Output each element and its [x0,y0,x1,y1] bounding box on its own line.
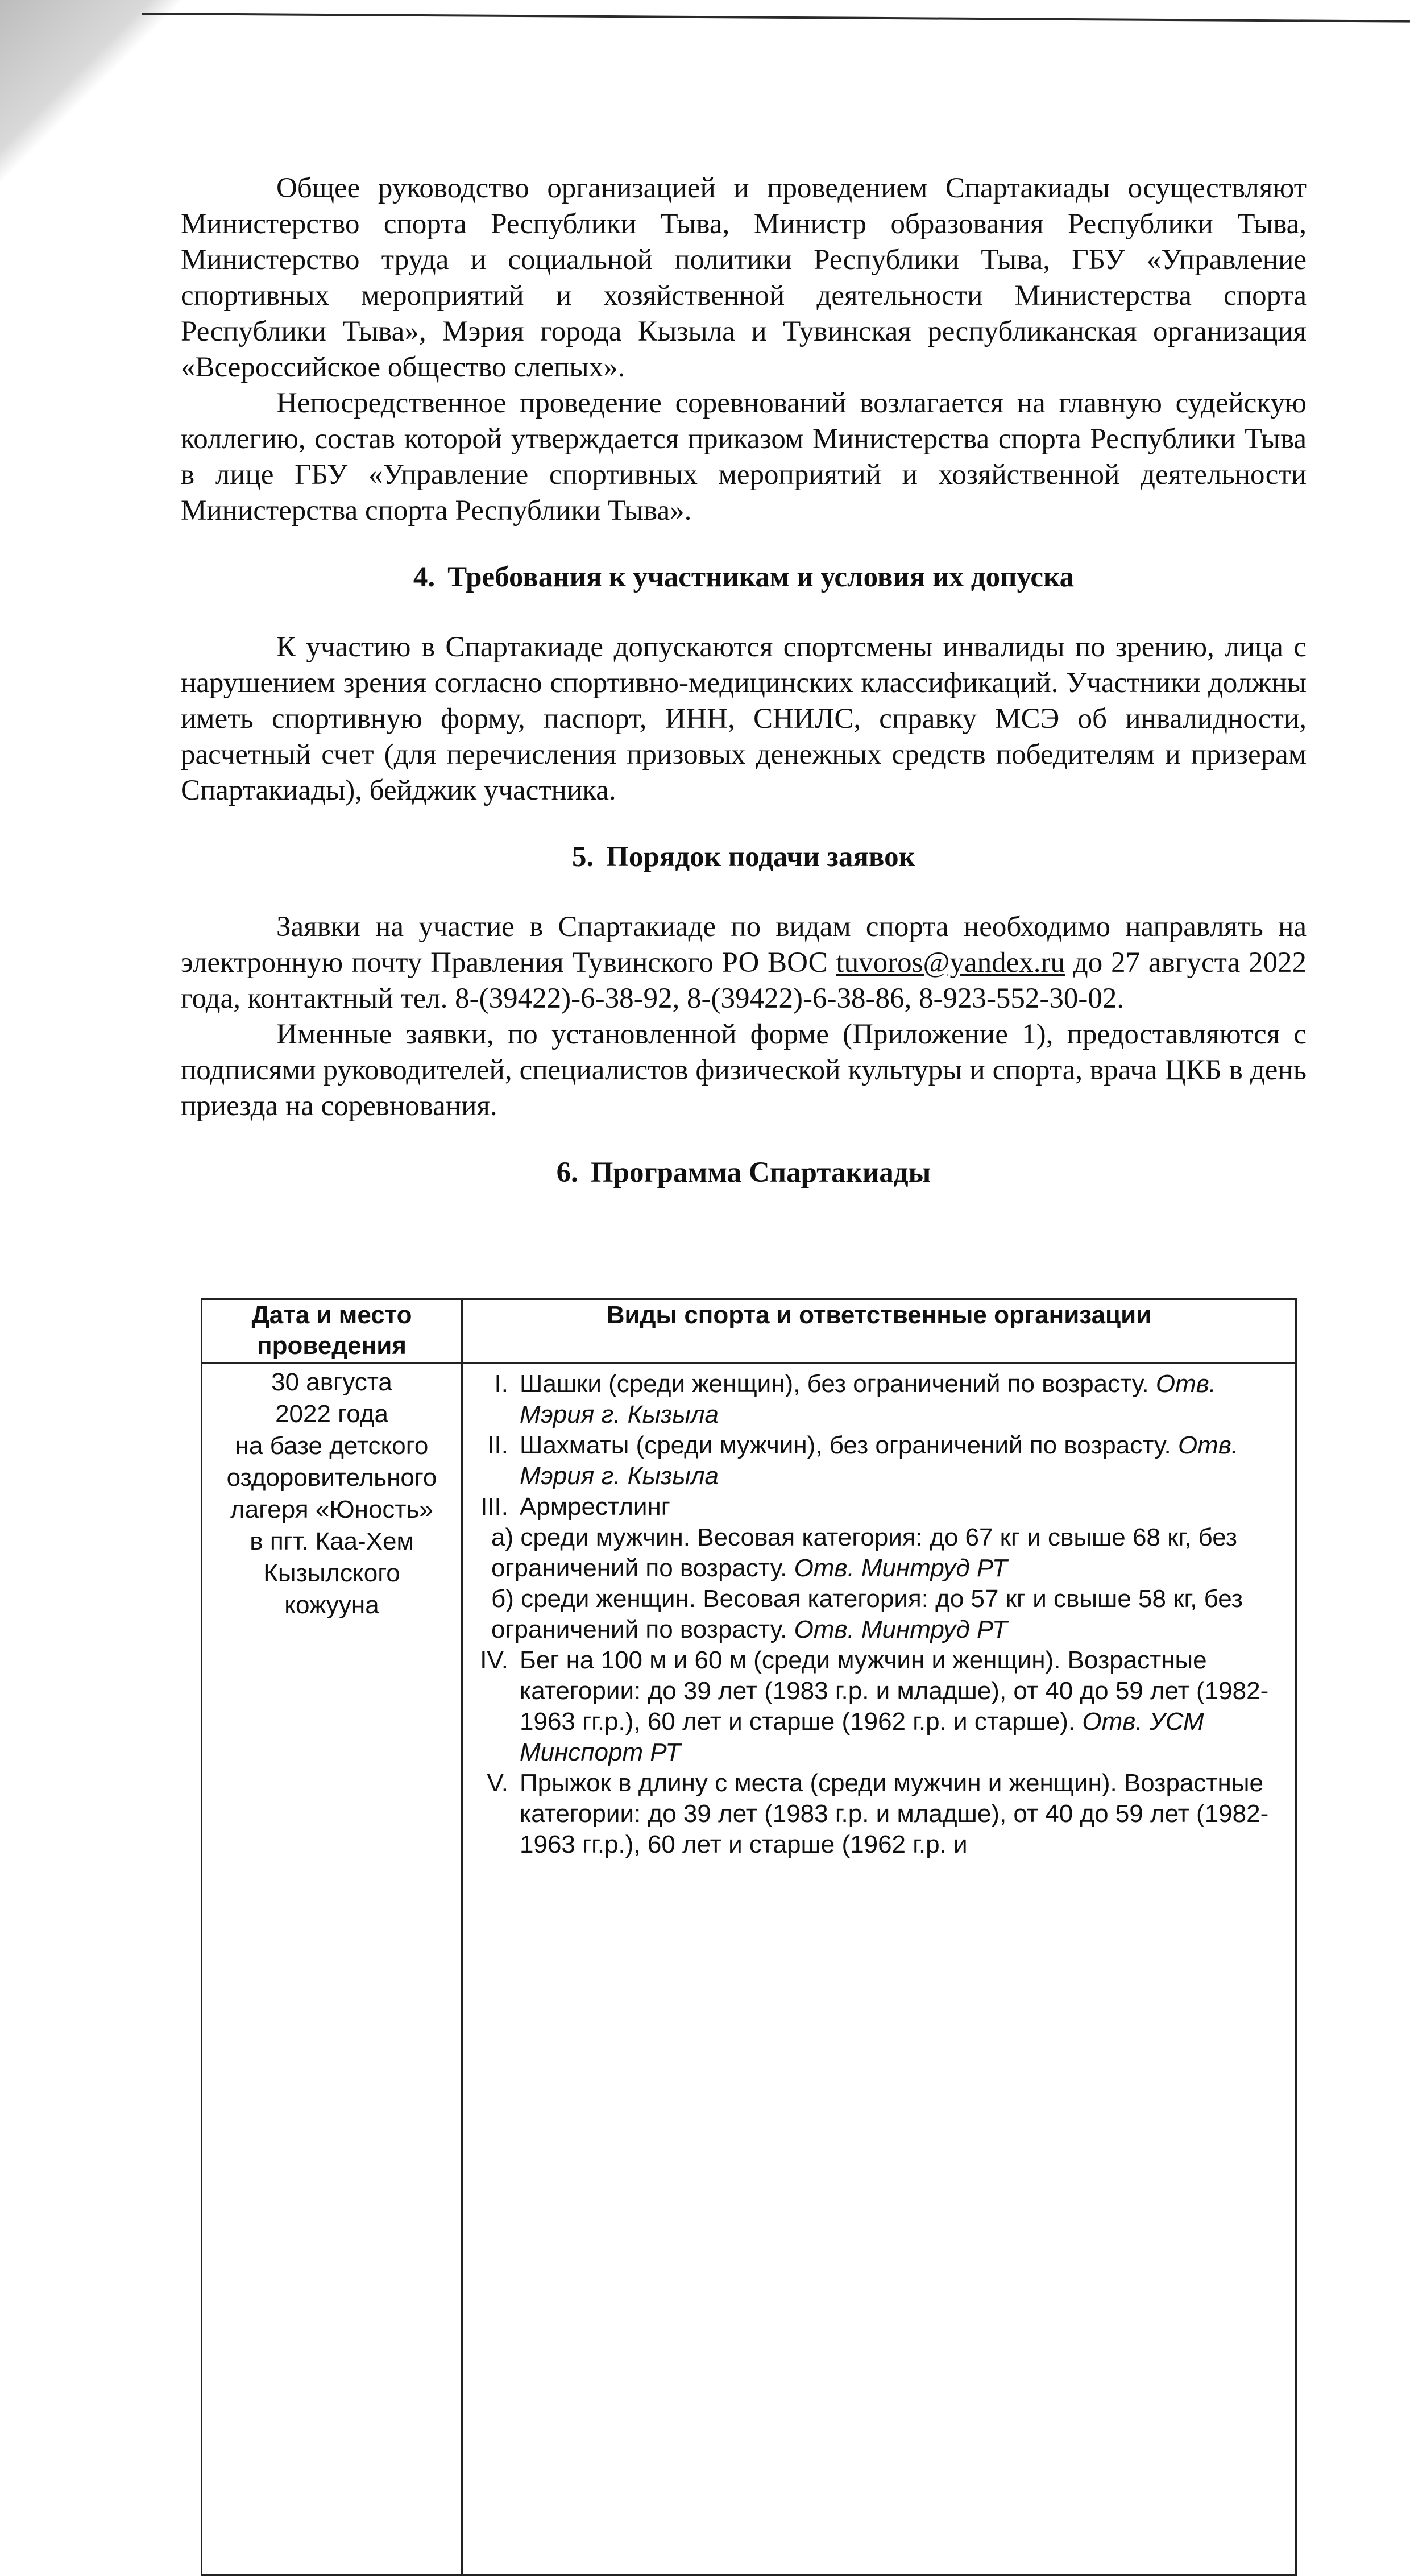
date-place-cell [202,1364,462,2575]
sports-cell [462,1364,1296,2575]
section-5-number: 5. [571,841,594,873]
section-4-number: 4. [413,561,436,593]
list-item [468,1369,1289,1430]
item-number: II. [487,1431,508,1459]
scan-page-edge [142,13,1410,23]
item-responsible: Отв. Минтруд РТ [794,1616,1007,1643]
item-number: V. [487,1769,508,1797]
table-header-row [202,1299,1296,1364]
scan-page-corner [0,0,188,188]
applications-text: Заявки на участие в Спартакиаде по видам спорта необходимо направлять на электронную почту Правления Тувинского РО ВОС [181,911,1307,979]
program-table [201,1298,1297,2576]
organization-paragraph: Общее руководство организацией и проведением Спартакиады осуществляют Министерство спорта Республики Тыва, Министр образования Республики Тыва, Министерство труда и социальной политики Республики Тыва, ГБУ «Управление спортивных мероприятий и хозяйственной деятельности Министерства спорта Республики Тыва», Мэрия города Кызыла и Тувинская республиканская организация «Всероссийское общество слепых». [181,172,1307,383]
list-item [468,1645,1289,1768]
judges-paragraph: Непосредственное проведение соревнований возлагается на главную судейскую коллегию, состав которой утверждается приказом Министерства спорта Республики Тыва в лице ГБУ «Управление спортивных мероприятий и хозяйственной деятельности Министерства спорта Республики Тыва». [181,387,1307,527]
item-responsible: Отв. Мэрия г. Кызыла [520,1431,1239,1490]
section-6-number: 6. [556,1157,578,1188]
table-row [202,1364,1296,2575]
section-6-title: Программа Спартакиады [590,1157,931,1188]
item-number: III. [480,1493,508,1521]
sports-list [463,1364,1295,1860]
place-line: оздоровительного [226,1464,437,1492]
item-text: Шахматы (среди мужчин), без ограничений по возрасту. [520,1431,1171,1459]
item-text: б) среди женщин. Весовая категория: до 57 кг и свыше 58 кг, без ограничений по возрасту. [491,1585,1243,1643]
item-text: Армрестлинг [520,1493,670,1521]
place-line: на базе детского [235,1432,429,1460]
place-line: в пгт. Каа-Хем [250,1527,414,1555]
item-text: Прыжок в длину с места (среди мужчин и женщин). Возрастные категории: до 39 лет (1983 г.р. и младше), от 40 до 59 лет (1982-1963 гг.р.), 60 лет и старше (1962 г.р. и [520,1769,1269,1858]
section-4-heading [181,560,1307,595]
item-responsible: Отв. УСМ Минспорт РТ [520,1708,1204,1766]
applications-paragraph [181,909,1307,1017]
item-number: I. [494,1370,508,1398]
place-line: Кызылского [263,1559,400,1587]
section-5-title: Порядок подачи заявок [606,841,916,873]
applications-deadline: до 27 августа 2022 года, контактный тел. 8-(39422)-6-38-92, 8-(39422)-6-38-86, 8-923-552-30-02. [181,947,1307,1014]
item-text: Бег на 100 м и 60 м (среди мужчин и женщин). Возрастные категории: до 39 лет (1983 г.р. и младше), от 40 до 59 лет (1982-1963 гг.р.), 60 лет и старше (1962 г.р. и старше). [520,1646,1269,1736]
section-5-heading [181,839,1307,875]
named-applications-paragraph: Именные заявки, по установленной форме (Приложение 1), предоставляются с подписями руководителей, специалистов физической культуры и спорта, врача ЦКБ в день приезда на соревнования. [181,1018,1307,1122]
place-line: кожууна [284,1591,379,1619]
item-responsible: Отв. Мэрия г. Кызыла [520,1370,1216,1428]
list-subitem [468,1584,1289,1645]
item-number: IV. [480,1646,508,1674]
header-sports: Виды спорта и ответственные организации [462,1299,1296,1364]
section-6-heading [181,1155,1307,1191]
item-text: Шашки (среди женщин), без ограничений по возрасту. [520,1370,1149,1398]
header-date-place: Дата и место проведения [202,1299,462,1364]
participants-paragraph: К участию в Спартакиаде допускаются спортсмены инвалиды по зрению, лица с нарушением зрения согласно спортивно-медицинских классификаций. Участники должны иметь спортивную форму, паспорт, ИНН, СНИЛС, справку МСЭ об инвалидности, расчетный счет (для перечисления призовых денежных средств победителям и призерам Спартакиады), бейджик участника. [181,631,1307,806]
email-link[interactable]: tuvoros@yandex.ru [836,947,1065,979]
list-subitem [468,1522,1289,1584]
document-page [181,171,1307,1191]
date-line: 30 августа [271,1368,392,1396]
list-item [468,1492,1289,1522]
item-text: а) среди мужчин. Весовая категория: до 67 кг и свыше 68 кг, без ограничений по возрасту. [491,1523,1237,1582]
date-line: 2022 года [275,1400,388,1428]
item-responsible: Отв. Минтруд РТ [794,1554,1007,1582]
place-line: лагеря «Юность» [230,1496,433,1523]
section-4-title: Требования к участникам и условия их допуска [447,561,1075,593]
list-item [468,1430,1289,1492]
list-item [468,1768,1289,1860]
